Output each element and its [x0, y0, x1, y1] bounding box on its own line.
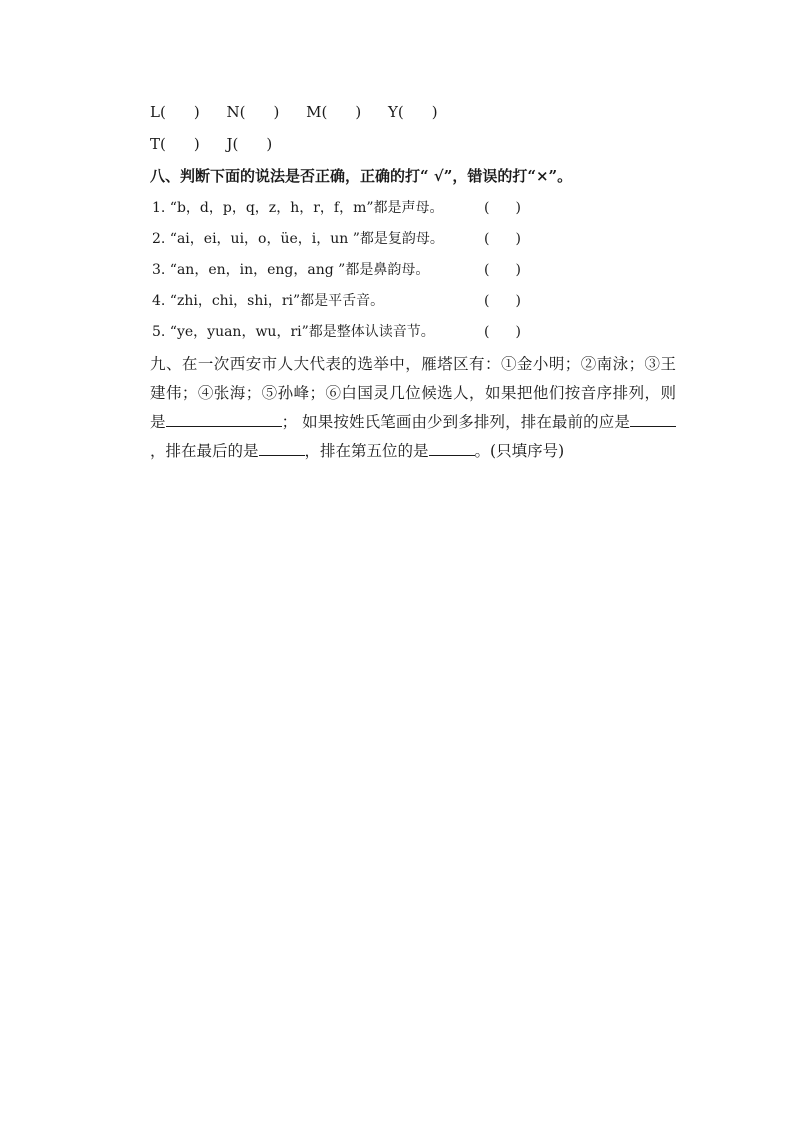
- judge-statement: 5. “ye，yuan，wu，ri”都是整体认读音节。: [152, 324, 435, 340]
- answer-blank-last[interactable]: [259, 439, 305, 456]
- judge-statement: 4. “zhi，chi，shi，ri”都是平舌音。: [152, 293, 385, 309]
- bracket-item: T( ): [150, 135, 200, 153]
- bracket-item: J( ): [226, 135, 273, 153]
- answer-blank-first[interactable]: [630, 410, 676, 427]
- answer-blank-order[interactable]: [166, 410, 282, 427]
- judge-statement: 1. “b，d，p，q，z，h，r，f，m”都是声母。: [152, 200, 444, 216]
- section-9-question: 九、在一次西安市人大代表的选举中，雁塔区有：①金小明；②南泳；③王建伟；④张海；⑤孙峰；⑥白国灵几位候选人，如果把他们按音序排列，则是 ； 如果按姓氏笔画由少到多排列，排在最前的应是，排在最后的是 ，排在第五位的是 。(只填序号): [150, 355, 676, 460]
- answer-bracket[interactable]: ( ): [484, 231, 521, 247]
- answer-bracket[interactable]: ( ): [484, 200, 521, 216]
- letter-row-2: [150, 134, 294, 154]
- answer-bracket[interactable]: ( ): [484, 324, 521, 340]
- judge-statement: 2. “ai，ei，ui，o，üe，i，un ”都是复韵母。: [152, 231, 444, 247]
- answer-blank-fifth[interactable]: [429, 439, 475, 456]
- letter-row-1: [150, 102, 460, 122]
- answer-bracket[interactable]: ( ): [484, 293, 521, 309]
- section-8-heading: 八、判断下面的说法是否正确，正确的打“ √”，错误的打“×”。: [150, 167, 573, 185]
- answer-bracket[interactable]: ( ): [484, 262, 521, 278]
- bracket-item: N( ): [226, 103, 280, 121]
- bracket-item: Y( ): [387, 103, 438, 121]
- bracket-item: L( ): [150, 103, 200, 121]
- bracket-item: M( ): [306, 103, 362, 121]
- judge-statement: 3. “an，en，in，eng，ang ”都是鼻韵母。: [152, 262, 430, 278]
